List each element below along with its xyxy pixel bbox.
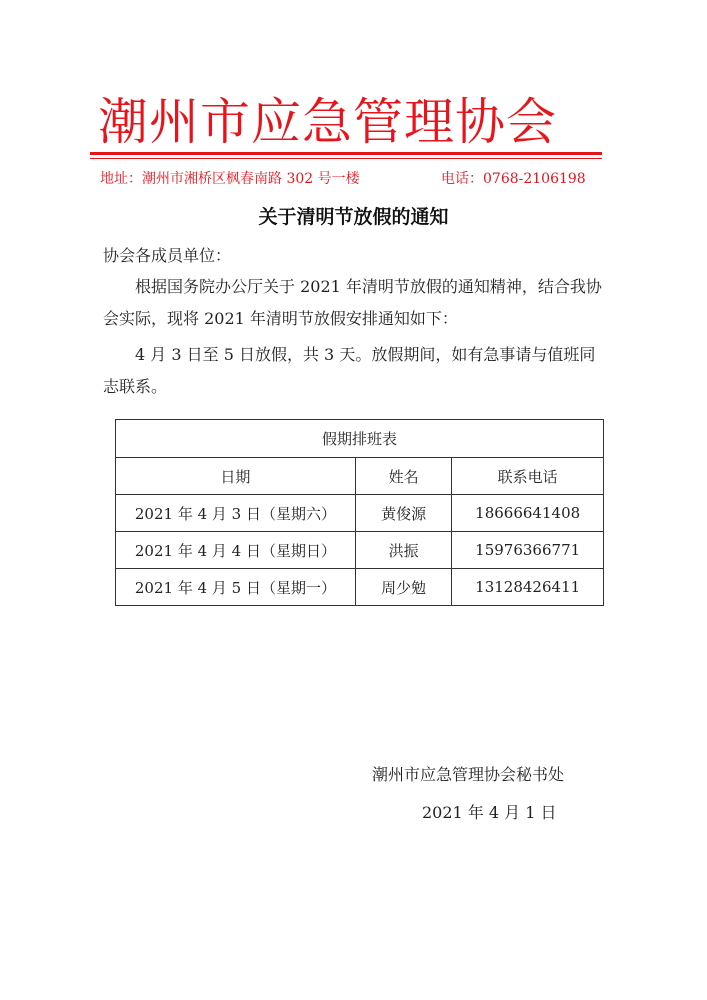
notice-paragraph-1: 根据国务院办公厅关于 2021 年清明节放假的通知精神，结合我协会实际，现将 2021 年清明节放假安排通知如下： (103, 277, 602, 328)
row-date: 2021 年 4 月 3 日（星期六） (116, 495, 356, 532)
duty-schedule-table (115, 419, 604, 606)
table-row (116, 495, 604, 532)
notice-paragraph-2: 4 月 3 日至 5 日放假，共 3 天。放假期间，如有急事请与值班同志联系。 (103, 345, 596, 396)
row-date: 2021 年 4 月 5 日（星期一） (116, 569, 356, 606)
organization-title: 潮州市应急管理协会 (98, 93, 557, 151)
header-rule-thin (90, 158, 602, 159)
table-caption: 假期排班表 (116, 420, 604, 458)
row-phone: 13128426411 (452, 569, 604, 606)
phone-line: 电话：0768-2106198 (441, 171, 586, 187)
header-phone: 联系电话 (452, 458, 604, 495)
table-header-row (116, 458, 604, 495)
salutation: 协会各成员单位： (103, 246, 232, 265)
row-date: 2021 年 4 月 4 日（星期日） (116, 532, 356, 569)
table-row (116, 532, 604, 569)
signature-organization: 潮州市应急管理协会秘书处 (372, 765, 565, 784)
signature-date: 2021 年 4 月 1 日 (422, 803, 557, 822)
address-line: 地址：潮州市湘桥区枫春南路 302 号一楼 (100, 171, 360, 187)
row-phone: 18666641408 (452, 495, 604, 532)
header-date: 日期 (116, 458, 356, 495)
row-phone: 15976366771 (452, 532, 604, 569)
header-name: 姓名 (355, 458, 451, 495)
table-caption-row (116, 420, 604, 458)
notice-title: 关于清明节放假的通知 (258, 206, 449, 228)
row-name: 黄俊源 (355, 495, 451, 532)
table-row (116, 569, 604, 606)
row-name: 洪振 (355, 532, 451, 569)
header-rule-thick (90, 152, 602, 155)
row-name: 周少勉 (355, 569, 451, 606)
